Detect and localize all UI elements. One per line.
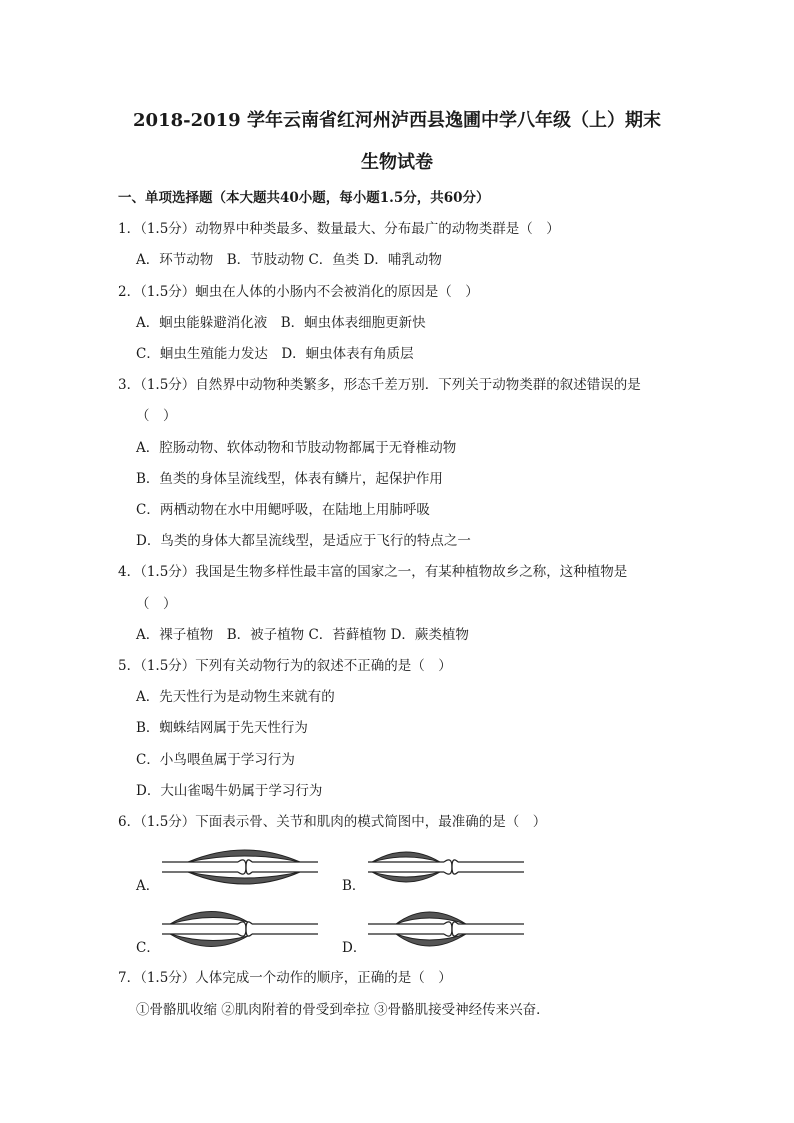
question-4-stem-cont: （ ） <box>136 596 177 612</box>
document-title-line2: 生物试卷 <box>361 152 433 173</box>
question-2-option-cd: C．蛔虫生殖能力发达 D．蛔虫体表有角质层 <box>136 346 414 362</box>
figure-c-label: C． <box>136 940 160 956</box>
question-3-stem: 3．（1.5分）自然界中动物种类繁多，形态千差万别．下列关于动物类群的叙述错误的是 <box>118 377 641 393</box>
figure-d-label: D． <box>342 940 367 956</box>
question-1-stem: 1．（1.5分）动物界中种类最多、数量最大、分布最广的动物类群是（ ） <box>118 221 560 237</box>
document-title-line1: 2018-2019 学年云南省红河州泸西县逸圃中学八年级（上）期末 <box>133 110 661 131</box>
question-3-option-b: B．鱼类的身体呈流线型，体表有鳞片，起保护作用 <box>136 471 443 487</box>
question-5-option-b: B．蜘蛛结网属于先天性行为 <box>136 720 308 736</box>
question-4-options: A．裸子植物 B．被子植物 C．苔藓植物 D．蕨类植物 <box>136 627 469 643</box>
question-3-option-d: D．鸟类的身体大都呈流线型，是适应于飞行的特点之一 <box>136 533 471 549</box>
question-5-option-c: C．小鸟喂鱼属于学习行为 <box>136 752 295 768</box>
question-5-option-a: A．先天性行为是动物生来就有的 <box>136 689 335 705</box>
question-4-stem: 4．（1.5分）我国是生物多样性最丰富的国家之一，有某种植物故乡之称，这种植物是 <box>118 564 628 580</box>
question-5-option-d: D．大山雀喝牛奶属于学习行为 <box>136 783 323 799</box>
question-7-stem: 7．（1.5分）人体完成一个动作的顺序，正确的是（ ） <box>118 970 452 986</box>
question-2-option-ab: A．蛔虫能躲避消化液 B．蛔虫体表细胞更新快 <box>136 315 426 331</box>
figure-a-diagram <box>160 840 320 894</box>
figure-b-label: B． <box>342 878 366 894</box>
figure-c-diagram <box>160 902 320 956</box>
figure-d-diagram <box>366 902 526 956</box>
question-3-option-c: C．两栖动物在水中用鳃呼吸，在陆地上用肺呼吸 <box>136 502 430 518</box>
section-heading: 一、单项选择题（本大题共40小题，每小题1.5分，共60分） <box>118 190 490 206</box>
question-1-options: A．环节动物 B．节肢动物 C．鱼类 D．哺乳动物 <box>136 252 442 268</box>
figure-b-diagram <box>366 840 526 894</box>
question-3-stem-cont: （ ） <box>136 408 177 424</box>
question-5-stem: 5．（1.5分）下列有关动物行为的叙述不正确的是（ ） <box>118 658 452 674</box>
question-2-stem: 2．（1.5分）蛔虫在人体的小肠内不会被消化的原因是（ ） <box>118 284 479 300</box>
figure-a-label: A． <box>136 878 160 894</box>
question-6-stem: 6．（1.5分）下面表示骨、关节和肌肉的模式简图中，最准确的是（ ） <box>118 814 547 830</box>
question-3-option-a: A．腔肠动物、软体动物和节肢动物都属于无脊椎动物 <box>136 440 457 456</box>
question-7-steps: ①骨骼肌收缩 ②肌肉附着的骨受到牵拉 ③骨骼肌接受神经传来兴奋． <box>136 1002 550 1018</box>
